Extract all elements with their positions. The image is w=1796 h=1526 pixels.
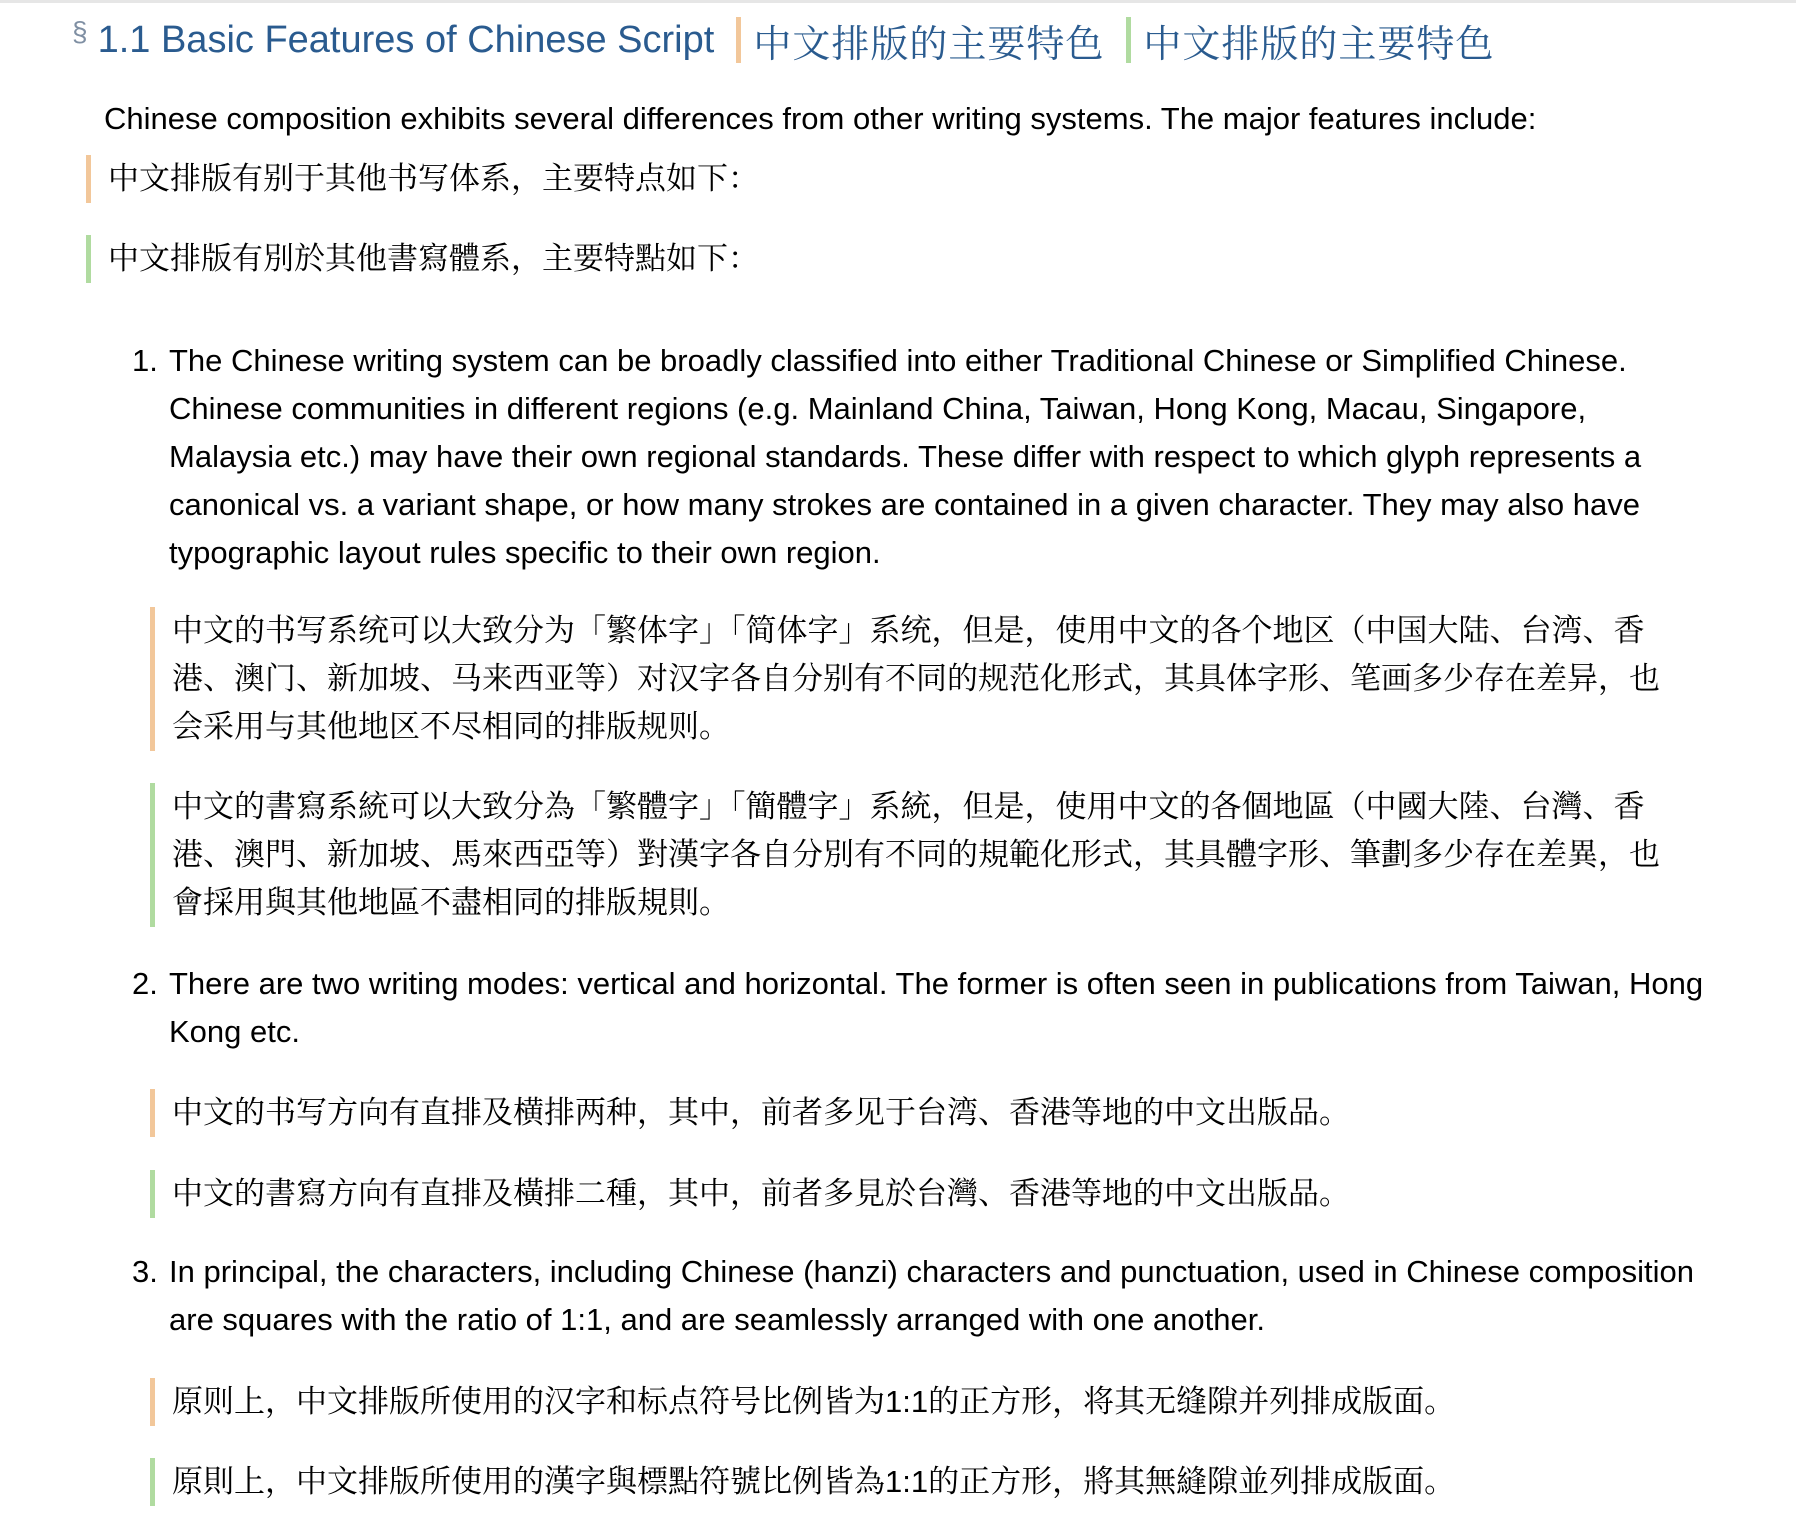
intro-paragraph-zh-hans: 中文排版有别于其他书写体系，主要特点如下： [86,155,1768,203]
list-item-1 [132,337,1712,577]
list-item-3-zh-hant: 原則上，中文排版所使用的漢字與標點符號比例皆為1:1的正方形，將其無縫隙並列排成版面。 [150,1458,1672,1506]
list-item-text-en: In principal, the characters, including Chinese (hanzi) characters and punctuation, used in Chinese composition are squares with the ratio of 1:1, and are seamlessly arranged with one another. [169,1254,1695,1337]
list-item-1-zh-hant: 中文的書寫系統可以大致分為「繁體字」「簡體字」系統，但是，使用中文的各個地區（中國大陸、台灣、香港、澳門、新加坡、馬來西亞等）對漢字各自分別有不同的規範化形式，其具體字形、筆劃多少存在差異，也會採用與其他地區不盡相同的排版規則。 [150,783,1672,927]
heading-title-zh-hant: 中文排版的主要特色 [1143,23,1495,66]
list-number: 1. [132,343,158,378]
list-item-3 [132,1248,1712,1344]
heading-simplified-marker [736,17,741,63]
list-item-3-zh-hans: 原则上，中文排版所使用的汉字和标点符号比例皆为1:1的正方形，将其无缝隙并列排成版面。 [150,1378,1672,1426]
section-heading [72,10,1772,70]
top-divider [0,0,1796,3]
intro-paragraph-en: Chinese composition exhibits several differences from other writing systems. The major features include: [104,101,1537,136]
list-item-text-en: There are two writing modes: vertical and horizontal. The former is often seen in publications from Taiwan, Hong Kong etc. [169,966,1704,1049]
intro-paragraph-zh-hant: 中文排版有別於其他書寫體系，主要特點如下： [86,235,1768,283]
list-item-1-zh-hans: 中文的书写系统可以大致分为「繁体字」「简体字」系统，但是，使用中文的各个地区（中国大陆、台湾、香港、澳门、新加坡、马来西亚等）对汉字各自分别有不同的规范化形式，其具体字形、笔画多少存在差异，也会采用与其他地区不尽相同的排版规则。 [150,607,1672,751]
list-number: 2. [132,966,158,1001]
list-item-2-zh-hans: 中文的书写方向有直排及横排两种，其中，前者多见于台湾、香港等地的中文出版品。 [150,1089,1672,1137]
section-anchor-link[interactable]: § [72,16,88,47]
list-item-text-en: The Chinese writing system can be broadly classified into either Traditional Chinese or Simplified Chinese. Chinese communities in different regions (e.g. Mainland China, Taiwan, Hong Kong, Macau, Singapore, Malaysia etc.) may have their own regional standards. These differ with respect to which glyph represents a canonical vs. a variant shape, or how many strokes are contained in a given character. They may also have typographic layout rules specific to their own region. [169,343,1642,570]
heading-title-zh-hans: 中文排版的主要特色 [753,23,1105,66]
list-number: 3. [132,1254,158,1289]
heading-title-en: 1.1 Basic Features of Chinese Script [97,18,715,61]
list-item-2 [132,960,1712,1056]
heading-traditional-marker [1126,17,1131,63]
list-item-2-zh-hant: 中文的書寫方向有直排及橫排二種，其中，前者多見於台灣、香港等地的中文出版品。 [150,1170,1672,1218]
